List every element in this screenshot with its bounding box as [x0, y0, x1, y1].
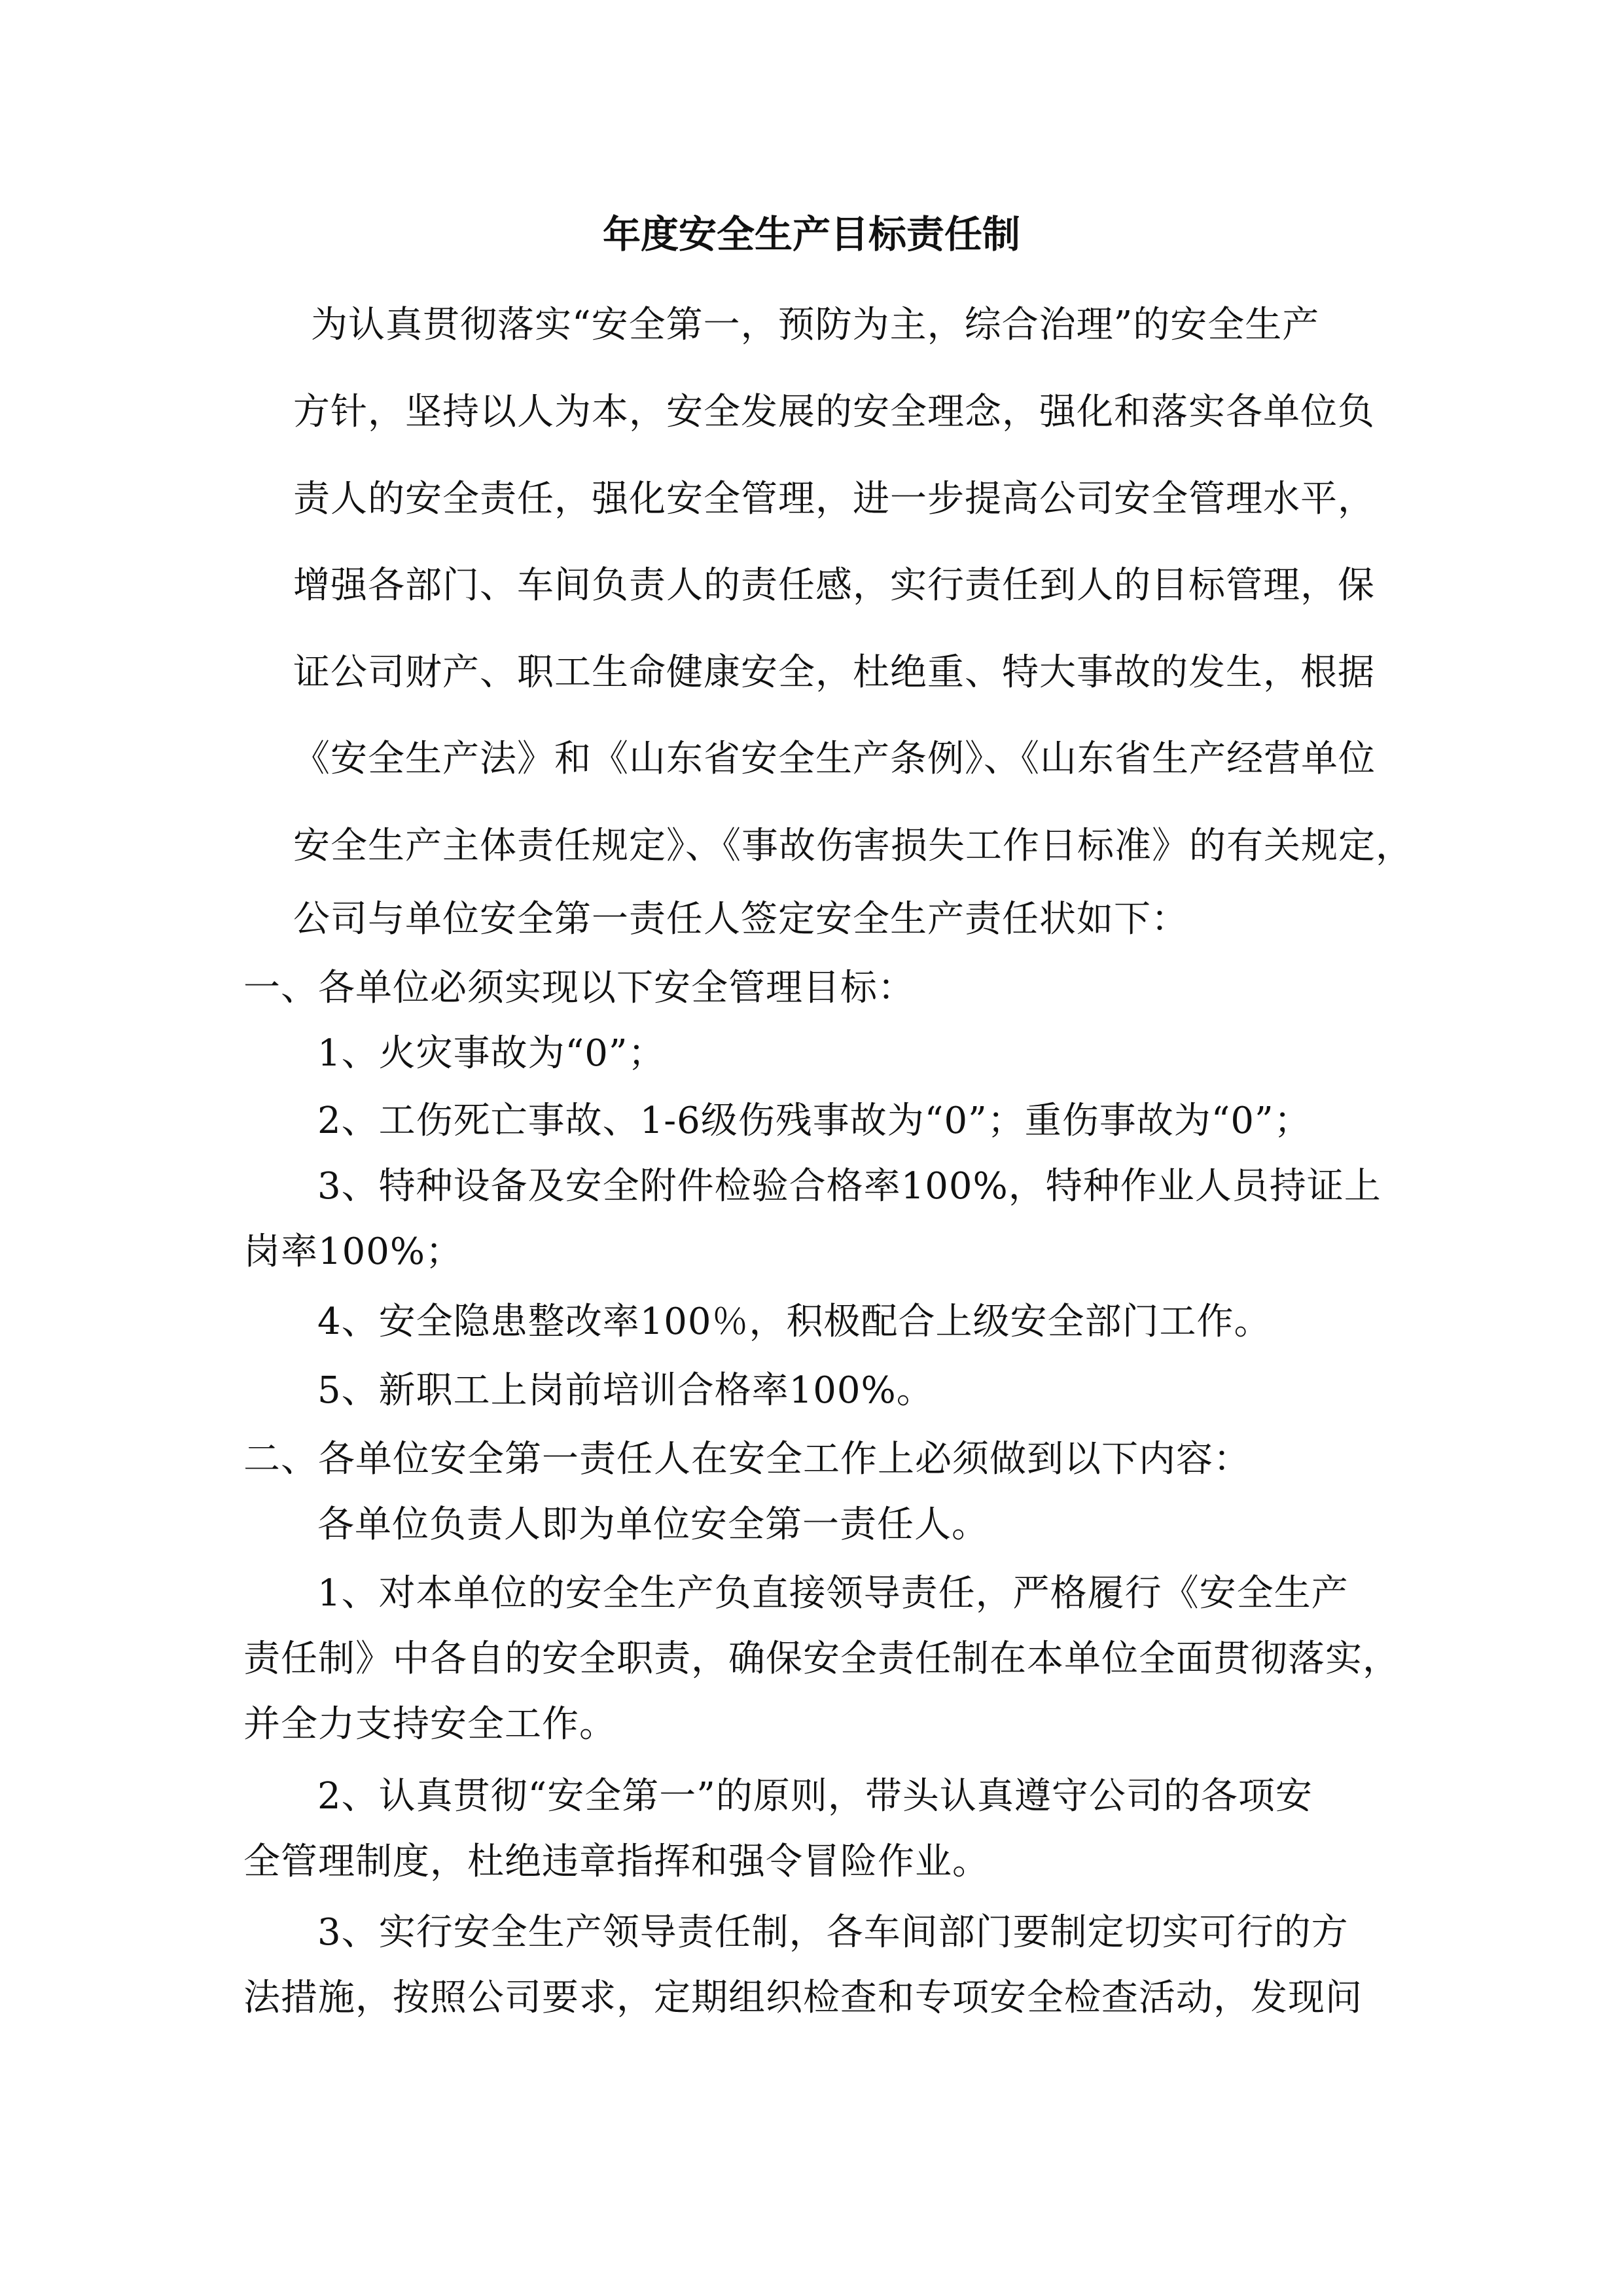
list-item: 3、实行安全生产领导责任制，各车间部门要制定切实可行的方	[317, 1911, 1349, 1954]
paragraph-line: 证公司财产、职工生命健康安全，杜绝重、特大事故的发生，根据	[293, 651, 1375, 694]
document-title: 年度安全生产目标责任制	[602, 212, 1020, 257]
paragraph-line: 公司与单位安全第一责任人签定安全生产责任状如下：	[293, 898, 1188, 941]
list-item: 2、认真贯彻“安全第一”的原则，带头认真遵守公司的各项安	[317, 1775, 1313, 1818]
list-item: 1、火灾事故为“0”；	[317, 1032, 666, 1075]
section-heading: 二、各单位安全第一责任人在安全工作上必须做到以下内容：	[243, 1438, 1251, 1480]
paragraph-line: 安全生产主体责任规定》、《事故伤害损失工作日标准》的有关规定，	[293, 825, 1413, 867]
list-item: 1、对本单位的安全生产负直接领导责任，严格履行《安全生产	[317, 1572, 1349, 1615]
list-item-continuation: 法措施，按照公司要求，定期组织检查和专项安全检查活动，发现问	[243, 1977, 1363, 2019]
list-item-continuation: 并全力支持安全工作。	[243, 1703, 616, 1746]
paragraph-line: 责人的安全责任，强化安全管理，进一步提高公司安全管理水平，	[293, 478, 1375, 520]
paragraph-line: 增强各部门、车间负责人的责任感，实行责任到人的目标管理，保	[293, 564, 1375, 607]
list-item: 3、特种设备及安全附件检验合格率100%，特种作业人员持证上	[317, 1165, 1382, 1208]
section-heading: 一、各单位必须实现以下安全管理目标：	[243, 967, 915, 1009]
list-item-continuation: 岗率100%；	[243, 1230, 463, 1273]
list-item: 4、安全隐患整改率100％，积极配合上级安全部门工作。	[317, 1300, 1272, 1343]
list-item: 5、新职工上岗前培训合格率100%。	[317, 1369, 934, 1412]
paragraph-line: 方针，坚持以人为本，安全发展的安全理念，强化和落实各单位负	[293, 391, 1375, 433]
paragraph-line: 各单位负责人即为单位安全第一责任人。	[317, 1503, 989, 1546]
paragraph-line: 《安全生产法》和《山东省安全生产条例》、《山东省生产经营单位	[293, 738, 1376, 780]
list-item-continuation: 全管理制度，杜绝违章指挥和强令冒险作业。	[243, 1840, 990, 1883]
list-item-continuation: 责任制》中各自的安全职责，确保安全责任制在本单位全面贯彻落实，	[243, 1638, 1400, 1680]
paragraph-line: 为认真贯彻落实“安全第一，预防为主，综合治理”的安全生产	[311, 304, 1320, 346]
list-item: 2、工伤死亡事故、1-6级伤残事故为“0”；重伤事故为“0”；	[317, 1100, 1311, 1142]
